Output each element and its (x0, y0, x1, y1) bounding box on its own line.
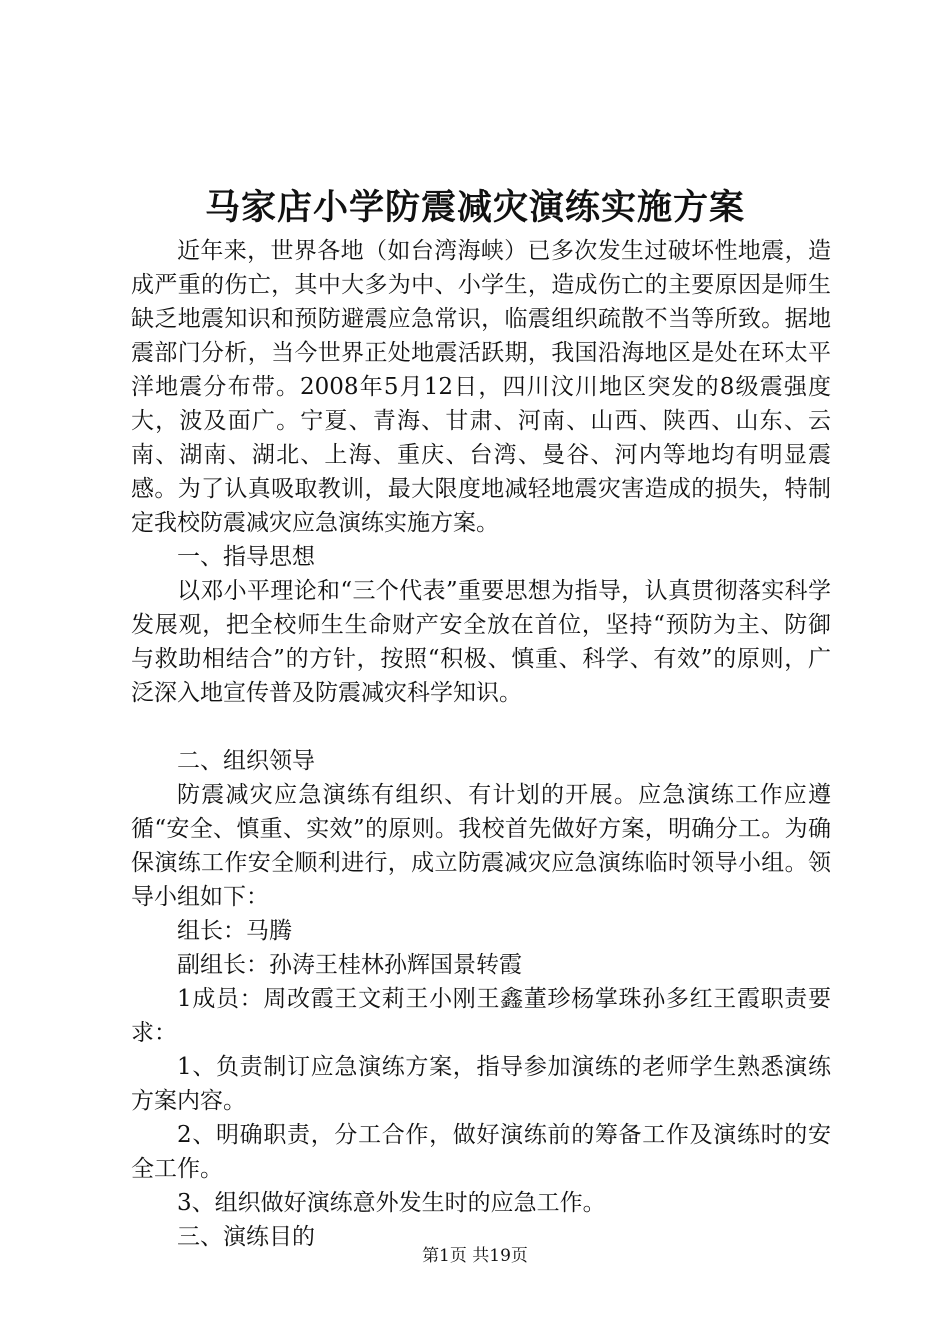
group-leader-line: 组长：马腾 (177, 918, 292, 944)
document-title: 马家店小学防震减灾演练实施方案 (204, 187, 745, 228)
deputy-leader-line: 副组长：孙涛王桂林孙辉国景转霞 (177, 952, 522, 978)
duty-item-2: 2、明确职责，分工合作，做好演练前的筹备工作及演练时的安全工作。 (131, 1122, 831, 1182)
heading-guiding-ideology: 一、指导思想 (177, 544, 315, 570)
duty-item-1: 1、负责制订应急演练方案，指导参加演练的老师学生熟悉演练方案内容。 (131, 1054, 831, 1114)
paragraph-guiding-ideology: 以邓小平理论和“三个代表”重要思想为指导，认真贯彻落实科学发展观，把全校师生生命财产安全放在首位，坚持“预防为主、防御与救助相结合”的方针，按照“积极、慎重、科学、有效”的原则，广泛深入地宣传普及防震减灾科学知识。 (131, 578, 831, 706)
page-footer: 第1页 共19页 (422, 1246, 528, 1266)
members-line: 1成员：周改霞王文莉王小刚王鑫董珍杨掌珠孙多红王霞职责要求： (131, 986, 831, 1046)
blank-line (131, 710, 831, 744)
document-body (131, 234, 831, 1254)
paragraph-organization: 防震减灾应急演练有组织、有计划的开展。应急演练工作应遵循“安全、慎重、实效”的原则。我校首先做好方案，明确分工。为确保演练工作安全顺利进行，成立防震减灾应急演练临时领导小组。领导小组如下： (131, 782, 831, 910)
paragraph-intro: 近年来，世界各地（如台湾海峡）已多次发生过破坏性地震，造成严重的伤亡，其中大多为中、小学生，造成伤亡的主要原因是师生缺乏地震知识和预防避震应急常识，临震组织疏散不当等所致。据地震部门分析，当今世界正处地震活跃期，我国沿海地区是处在环太平洋地震分布带。2008年5月12日，四川汶川地区突发的8级震强度大，波及面广。宁夏、青海、甘肃、河南、山西、陕西、山东、云南、湖南、湖北、上海、重庆、台湾、曼谷、河内等地均有明显震感。为了认真吸取教训，最大限度地减轻地震灾害造成的损失，特制定我校防震减灾应急演练实施方案。 (131, 238, 831, 536)
heading-organization: 二、组织领导 (177, 748, 315, 774)
heading-drill-purpose: 三、演练目的 (177, 1224, 315, 1250)
duty-item-3: 3、组织做好演练意外发生时的应急工作。 (177, 1190, 606, 1216)
